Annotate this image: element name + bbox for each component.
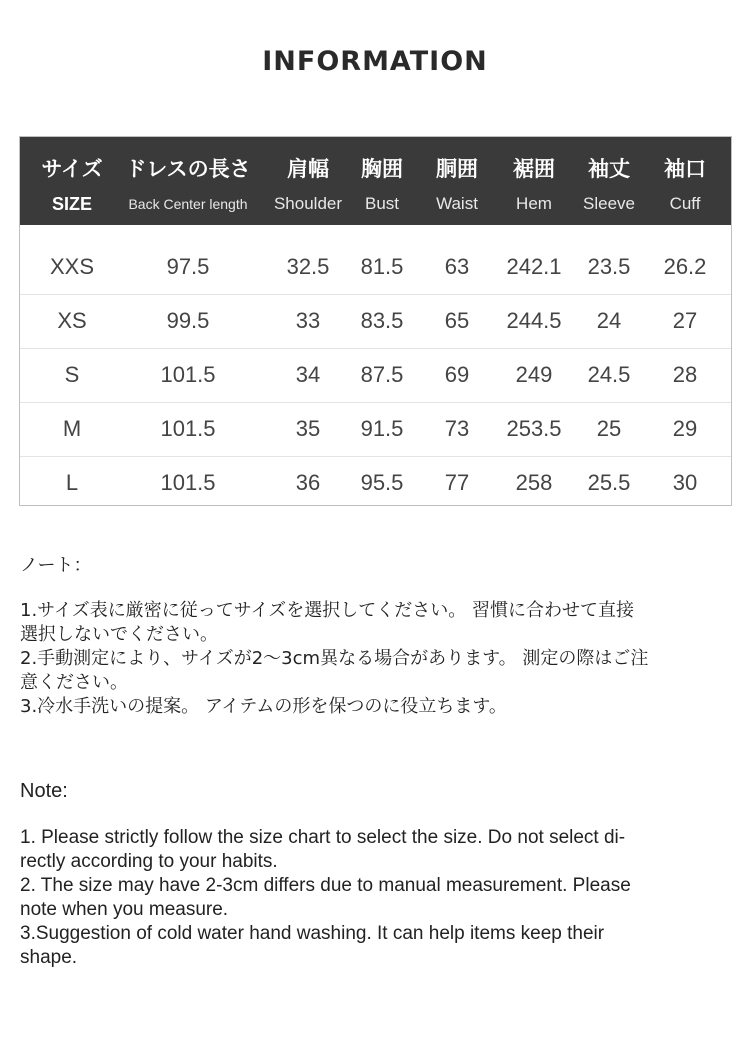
table-cell: 30 — [672, 470, 698, 495]
header-label-en: Cuff — [669, 194, 701, 213]
table-cell: 95.5 — [360, 470, 404, 495]
notes-heading: Note: — [20, 780, 68, 802]
table-cell: 73 — [444, 416, 470, 441]
header-label-jp: 胴囲 — [436, 157, 478, 181]
table-row — [20, 295, 731, 349]
table-row — [20, 457, 731, 511]
notes-line: 2.手動測定により、サイズが2〜3cm異なる場合があります。 測定の際はご注 — [20, 648, 649, 669]
header-label-en: Back Center length — [128, 196, 248, 212]
notes-english — [20, 778, 730, 970]
table-row — [20, 403, 731, 457]
header-label-jp: ドレスの長さ — [125, 157, 251, 181]
header-shoulder — [270, 137, 346, 225]
table-cell: 34 — [295, 362, 321, 387]
table-cell: 97.5 — [166, 254, 210, 279]
header-label-jp: 袖丈 — [588, 157, 630, 181]
notes-heading: ノート： — [20, 555, 92, 576]
table-cell: 26.2 — [663, 254, 707, 279]
table-cell: XXS — [49, 254, 95, 279]
header-bust — [346, 137, 418, 225]
table-cell: 253.5 — [506, 416, 562, 441]
table-cell: 69 — [444, 362, 470, 387]
header-label-jp: 袖口 — [664, 157, 706, 181]
table-cell: M — [62, 416, 82, 441]
header-size — [30, 137, 114, 225]
notes-line: 1. Please strictly follow the size chart to select the size. Do not select di- — [20, 827, 626, 848]
notes-line: 3.Suggestion of cold water hand washing. It can help items keep their — [20, 923, 605, 944]
table-cell: 77 — [444, 470, 470, 495]
notes-line: 2. The size may have 2-3cm differs due to manual measurement. Please — [20, 875, 631, 896]
header-waist — [420, 137, 494, 225]
table-cell: 81.5 — [360, 254, 404, 279]
table-cell: 33 — [295, 308, 321, 333]
table-cell: 25.5 — [587, 470, 631, 495]
table-cell: 23.5 — [587, 254, 631, 279]
table-cell: 244.5 — [506, 308, 562, 333]
header-label-jp: 裾囲 — [513, 157, 555, 181]
notes-line: 3.冷水手洗いの提案。 アイテムの形を保つのに役立ちます。 — [20, 696, 507, 717]
notes-line: shape. — [20, 947, 78, 968]
table-cell: 101.5 — [160, 470, 216, 495]
table-cell: 101.5 — [160, 362, 216, 387]
header-label-en: Sleeve — [583, 194, 635, 213]
notes-line: rectly according to your habits. — [20, 851, 278, 872]
notes-line: note when you measure. — [20, 899, 229, 920]
table-cell: 32.5 — [286, 254, 330, 279]
table-cell: L — [65, 470, 79, 495]
table-cell: 83.5 — [360, 308, 404, 333]
table-cell: 25 — [596, 416, 622, 441]
header-length — [122, 137, 254, 225]
table-cell: 249 — [515, 362, 553, 387]
table-row — [20, 349, 731, 403]
table-cell: 87.5 — [360, 362, 404, 387]
table-cell: 29 — [672, 416, 698, 441]
header-label-jp: 胸囲 — [361, 157, 403, 181]
header-label-en: Bust — [364, 194, 400, 213]
table-cell: 65 — [444, 308, 470, 333]
header-hem — [494, 137, 574, 225]
size-chart-table — [19, 136, 732, 506]
table-cell: 24.5 — [587, 362, 631, 387]
notes-line: 意ください。 — [20, 672, 128, 693]
table-cell: 27 — [672, 308, 698, 333]
header-label-jp: 肩幅 — [287, 157, 329, 181]
table-row — [20, 241, 731, 295]
notes-japanese — [20, 553, 730, 719]
table-cell: 35 — [295, 416, 321, 441]
header-label-en: Shoulder — [273, 194, 343, 213]
table-cell: 63 — [444, 254, 470, 279]
header-sleeve — [576, 137, 642, 225]
table-cell: 242.1 — [506, 254, 562, 279]
table-cell: XS — [57, 308, 87, 333]
table-cell: S — [64, 362, 80, 387]
header-cuff — [646, 137, 724, 225]
page-title: INFORMATION — [262, 46, 488, 77]
table-cell: 28 — [672, 362, 698, 387]
notes-line: 選択しないでください。 — [20, 624, 218, 645]
table-cell: 99.5 — [166, 308, 210, 333]
table-header — [20, 137, 731, 225]
notes-line: 1.サイズ表に厳密に従ってサイズを選択してください。 習慣に合わせて直接 — [20, 600, 635, 621]
header-label-en: SIZE — [51, 194, 92, 214]
table-cell: 24 — [596, 308, 622, 333]
table-cell: 91.5 — [360, 416, 404, 441]
header-label-en: Waist — [436, 194, 478, 213]
table-cell: 258 — [515, 470, 553, 495]
header-label-jp: サイズ — [41, 157, 103, 181]
header-label-en: Hem — [516, 194, 552, 213]
table-body — [20, 241, 731, 511]
table-cell: 36 — [295, 470, 321, 495]
table-cell: 101.5 — [160, 416, 216, 441]
